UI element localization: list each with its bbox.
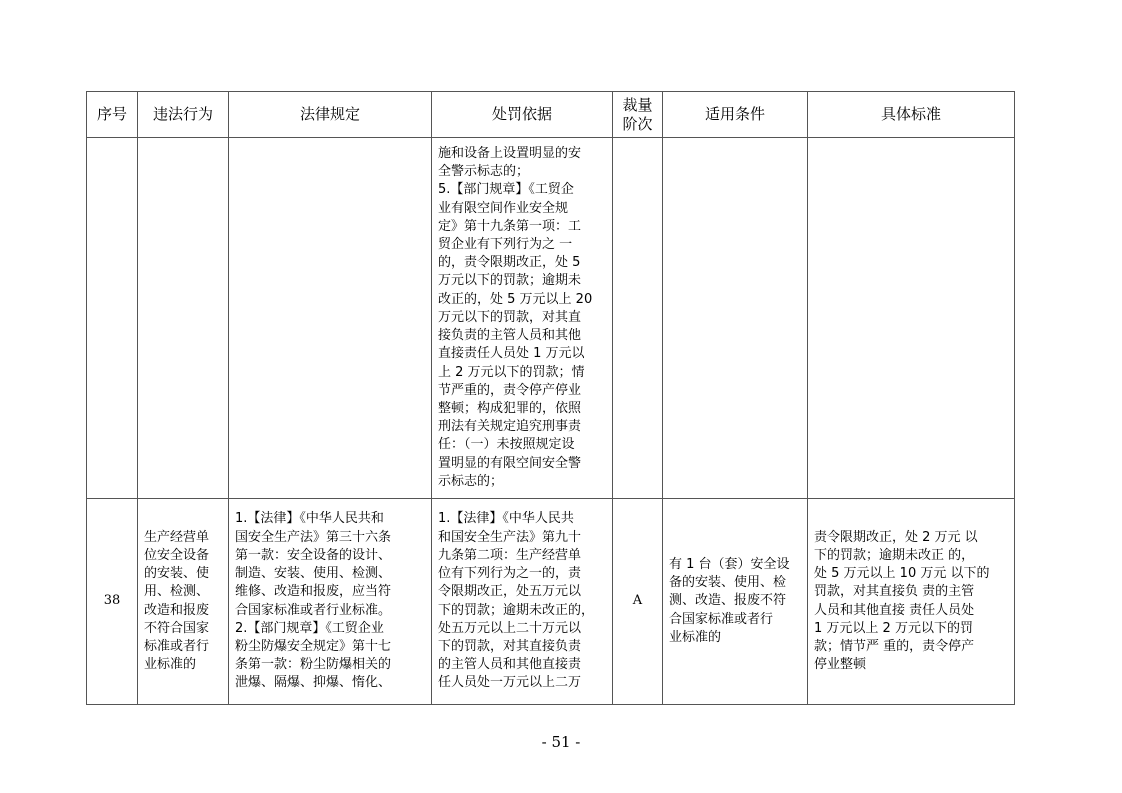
cell-empty	[808, 138, 1015, 499]
cell-penalty-basis: 1.【法律】《中华人民共 和国安全生产法》第九十 九条第二项：生产经营单 位有下列行为之一的，责 令限期改正，处五万元以 下的罚款；逾期未改正的， 处五万元以上二十万元以 下的罚款，对其直接负责 的主管人员和其他直接责 任人员处一万元以上二万	[432, 499, 613, 705]
cell-empty	[663, 138, 808, 499]
table-row	[87, 499, 1015, 705]
page-number: - 51 -	[541, 733, 581, 751]
header-serial-number: 序号	[87, 92, 138, 138]
table-header-row	[87, 92, 1015, 138]
header-violation: 违法行为	[138, 92, 229, 138]
cell-penalty-basis-continued: 施和设备上设置明显的安 全警示标志的； 5.【部门规章】《工贸企 业有限空间作业安全规 定》第十九条第一项：工 贸企业有下列行为之 一 的，责令限期改正，处 5 万元以下的罚款；逾期未 改正的，处 5 万元以上 20 万元以下的罚款，对其直 接负责的主管人员和其他 直接责任人员处 1 万元以 上 2 万元以下的罚款；情 节严重的，责令停产停业 整顿；构成犯罪的，依照 刑法有关规定追究刑事责 任：（一）未按照规定设 置明显的有限空间安全警 示标志的；	[432, 138, 613, 499]
cell-empty	[229, 138, 432, 499]
cell-discretion-level: A	[613, 499, 663, 705]
header-specific-standard: 具体标准	[808, 92, 1015, 138]
cell-specific-standard: 责令限期改正，处 2 万元 以 下的罚款；逾期未改正 的， 处 5 万元以上 10 万元 以下的 罚款，对其直接负 责的主管 人员和其他直接 责任人员处 1 万元以上 2 万元以下的罚 款；情节严 重的，责令停产 停业整顿	[808, 499, 1015, 705]
table-row-continuation	[87, 138, 1015, 499]
header-legal-provision: 法律规定	[229, 92, 432, 138]
cell-violation: 生产经营单 位安全设备 的安装、使 用、检测、 改造和报废 不符合国家 标准或者行 业标准的	[138, 499, 229, 705]
cell-applicable-condition: 有 1 台（套）安全设 备的安装、使用、检 测、改造、报废不符 合国家标准或者行 业标准的	[663, 499, 808, 705]
cell-legal-provision: 1.【法律】《中华人民共和 国安全生产法》第三十六条 第一款：安全设备的设计、 制造、安装、使用、检测、 维修、改造和报废，应当符 合国家标准或者行业标准。 2.【部门规章】《工贸企业 粉尘防爆安全规定》第十七 条第一款：粉尘防爆相关的 泄爆、隔爆、抑爆、惰化、	[229, 499, 432, 705]
header-penalty-basis: 处罚依据	[432, 92, 613, 138]
header-discretion-level: 裁量 阶次	[613, 92, 663, 138]
cell-empty	[613, 138, 663, 499]
cell-empty	[87, 138, 138, 499]
cell-empty	[138, 138, 229, 499]
header-applicable-condition: 适用条件	[663, 92, 808, 138]
cell-serial-number: 38	[87, 499, 138, 705]
penalty-table	[86, 91, 1015, 705]
